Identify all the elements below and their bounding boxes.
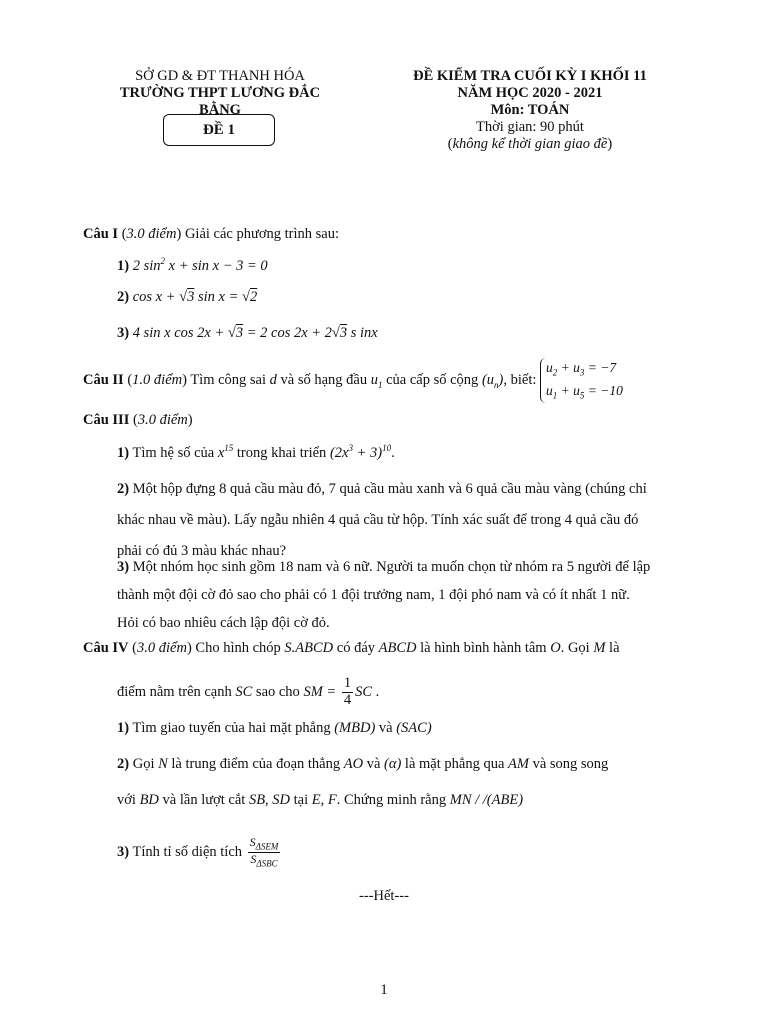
- dept-name: SỞ GD & ĐT THANH HÓA: [135, 68, 305, 84]
- q1-heading: Câu I (3.0 điểm) Giải các phương trình sau:: [83, 226, 339, 242]
- exam-title: ĐỀ KIỂM TRA CUỐI KỲ I KHỐI 11: [413, 68, 647, 84]
- exam-note: (không kể thời gian giao đề): [447, 136, 613, 152]
- q4-part-2-line-2: với BD và lần lượt cắt SB, SD tại E, F. Chứng minh rằng MN / /(ABE): [117, 792, 524, 808]
- subject: Môn: TOÁN: [490, 102, 570, 118]
- exam-code: ĐỀ 1: [202, 121, 236, 138]
- school-name: TRƯỜNG THPT LƯƠNG ĐẮC BẰNG: [119, 85, 321, 118]
- q4-line-2: điểm nằm trên cạnh SC sao cho SM = $\frac{1}{4}$ SC .: [117, 675, 380, 708]
- school-year: NĂM HỌC 2020 - 2021: [457, 85, 603, 101]
- header-left: [100, 68, 340, 119]
- q3-heading: Câu III (3.0 điểm): [83, 412, 193, 428]
- q1-item-1: 1) 2 $\sin^2 x + \sin x - 3 = 0$: [117, 256, 268, 274]
- q4-heading: Câu IV (3.0 điểm) Cho hình chóp S.ABCD có đáy ABCD là hình bình hành tâm O. Gọi M là: [83, 640, 620, 656]
- q4-part-2-line-1: 2) Gọi N là trung điểm của đoạn thẳng AO và (α) là mặt phẳng qua AM và song song: [117, 756, 609, 772]
- q1-item-2: 2) cos x + √3 sin x = √2: [117, 289, 258, 305]
- q4-part-3: 3) Tính tỉ số diện tích $\frac{S_{\Delta SEM}}{S_{\Delta SBC}}$: [117, 835, 279, 869]
- q3-part-3: 3) Một nhóm học sinh gồm 18 nam và 6 nữ. Người ta muốn chọn từ nhóm ra 5 người để lập thành một đội cờ đỏ sao cho phải có 1 đội trưởng nam, 1 đội phó nam và có ít nhất 1 nữ. Hỏi có bao nhiêu cách lập đội cờ đỏ.: [117, 559, 651, 631]
- header-right: [380, 68, 680, 153]
- end-marker: ---Hết---: [359, 888, 409, 904]
- q3-part-1: 1) Tìm hệ số của $x^{15}$ trong khai triển $(2x^3 + 3)^{10}$.: [117, 443, 395, 461]
- q3-part-2: 2) Một hộp đựng 8 quả cầu màu đỏ, 7 quả cầu màu xanh và 6 quả cầu màu vàng (chúng chỉ khác nhau về màu). Lấy ngẫu nhiên 4 quả cầu từ hộp. Tính xác suất để trong 4 quả cầu đó phải có đủ 3 màu khác nhau?: [117, 481, 647, 559]
- q1-item-3: 3) 4 sin x cos 2x + √3 = 2 cos 2x + 2√3 s inx: [117, 325, 378, 341]
- exam-code-box: [163, 114, 275, 146]
- exam-time: Thời gian: 90 phút: [476, 119, 584, 135]
- q2-system: $u_2 + u_3 = -7$ $u_1 + u_5 = -10$: [540, 358, 623, 403]
- page-number: 1: [380, 982, 388, 998]
- q4-part-1: 1) Tìm giao tuyến của hai mặt phẳng (MBD) và (SAC): [117, 720, 432, 736]
- q2-line: Câu II (1.0 điểm) Tìm công sai d và số hạng đầu $u_1$ của cấp số cộng $(u_n)$, biết: $u_2 + u_3 = -7$ $u_1 + u_5 = -10$: [83, 358, 623, 403]
